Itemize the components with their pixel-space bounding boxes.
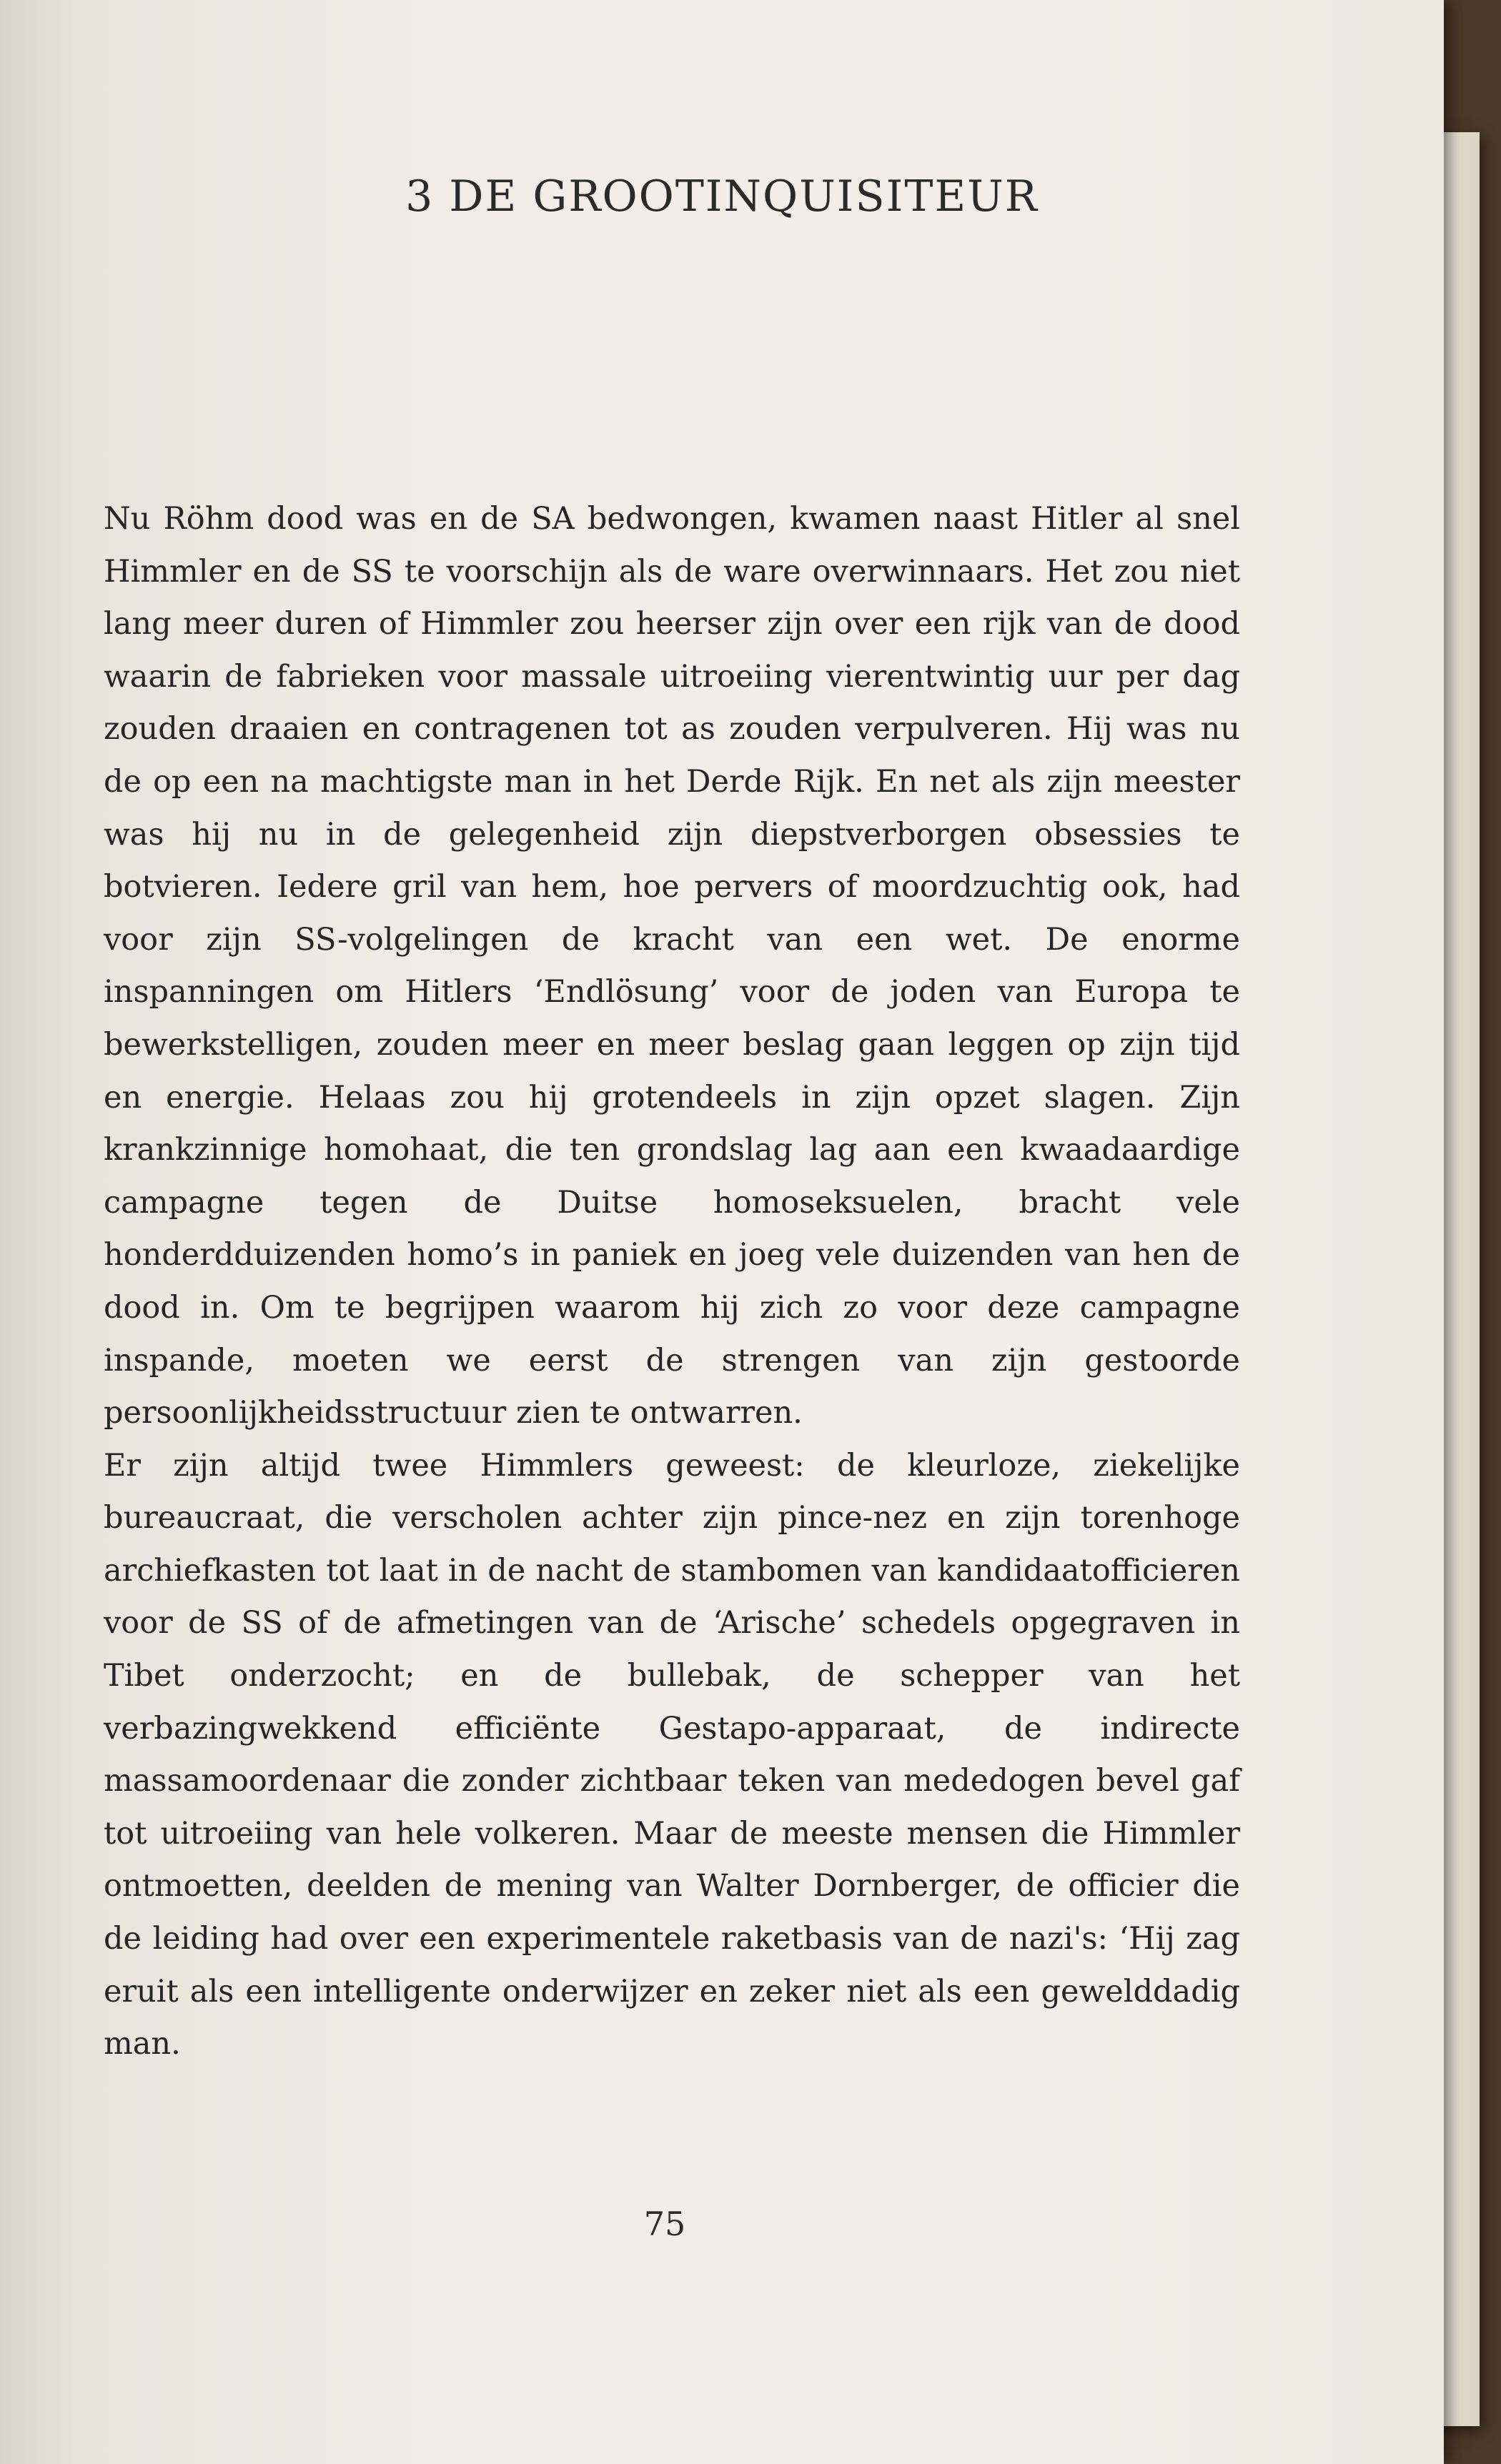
paragraph: Er zijn altijd twee Himmlers geweest: de kleurloze, ziekelijke bureaucraat, die verscholen achter zijn pince-nez en zijn torenhoge archiefkasten tot laat in de nacht de stambomen van kandidaatofficieren voor de SS of de afmetingen van de ‘Arische’ schedels opgegraven in Tibet onderzocht; en de bullebak, de schepper van het verbazingwekkend efficiënte Gestapo-apparaat, de indirecte massamoordenaar die zonder zichtbaar teken van mededogen bevel gaf tot uitroeiing van hele volkeren. Maar de meeste mensen die Himmler ontmoetten, deelden de mening van Walter Dornberger, de officier die de leiding had over een experimentele raketbasis van de nazi's: ‘Hij zag eruit als een intelligente onderwijzer en zeker niet als een gewelddadig man. (104, 1447, 1240, 2062)
chapter-title: 3 DE GROOTINQUISITEUR (405, 172, 1039, 222)
page-number: 75 (643, 2205, 686, 2243)
body-text (104, 493, 1240, 2071)
paragraph: Nu Röhm dood was en de SA bedwongen, kwamen naast Hitler al snel Himmler en de SS te voorschijn als de ware overwinnaars. Het zou niet lang meer duren of Himmler zou heerser zijn over een rijk van de dood waarin de fabrieken voor massale uitroeiing vierentwintig uur per dag zouden draaien en contragenen tot as zouden verpulveren. Hij was nu de op een na machtigste man in het Derde Rijk. En net als zijn meester was hij nu in de gelegenheid zijn diepstverborgen obsessies te botvieren. Iedere gril van hem, hoe pervers of moordzuchtig ook, had voor zijn SS-volgelingen de kracht van een wet. De enorme inspanningen om Hitlers ‘Endlösung’ voor de joden van Europa te bewerkstelligen, zouden meer en meer beslag gaan leggen op zijn tijd en energie. Helaas zou hij grotendeels in zijn opzet slagen. Zijn krankzinnige homohaat, die ten grondslag lag aan een kwaadaardige campagne tegen de Duitse homoseksuelen, bracht vele honderdduizenden homo’s in paniek en joeg vele duizenden van hen de dood in. Om te begrijpen waarom hij zich zo voor deze campagne inspande, moeten we eerst de strengen van zijn gestoorde persoonlijkheidsstructuur zien te ontwarren. (104, 501, 1240, 1431)
